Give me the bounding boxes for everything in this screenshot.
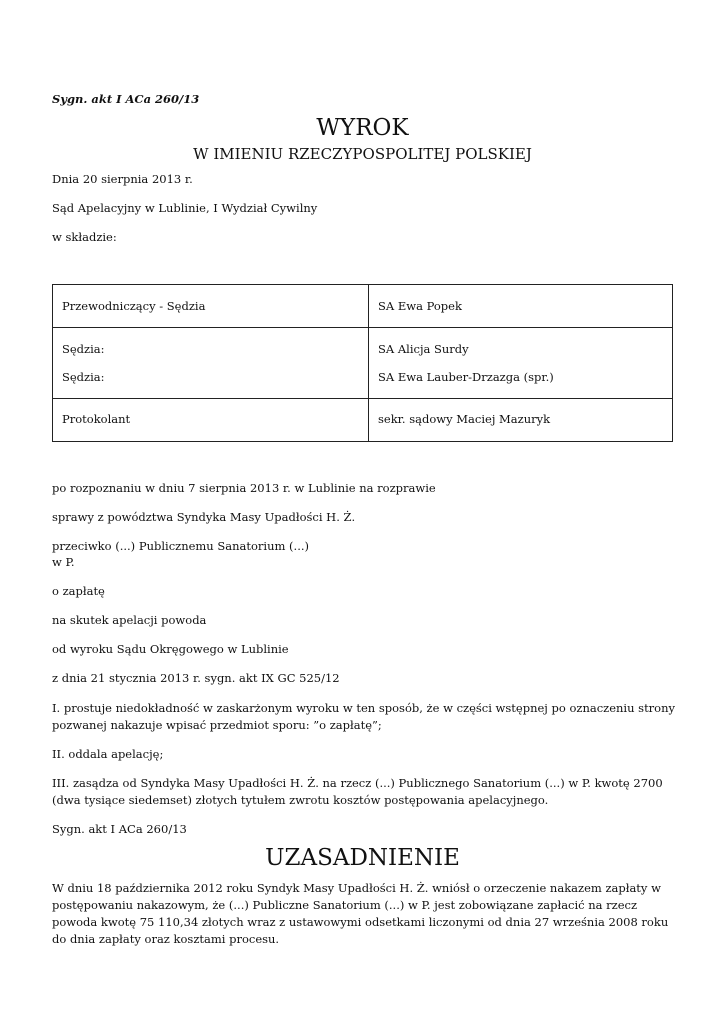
presiding-role-cell xyxy=(53,285,369,328)
table-row xyxy=(53,328,673,399)
clerk-role: Protokolant xyxy=(62,412,131,426)
justification-paragraph: W dniu 18 października 2012 roku Syndyk Masy Upadłości H. Ż. wniósł o orzeczenie nakazem zapłaty w postępowaniu nakazowym, że (...) Publiczne Sanatorium (...) w P. jest zobowiązane zapłacić na rzecz powoda kwotę 75 110,34 złotych wraz z ustawowymi odsetkami liczonymi od dnia 27 września 2008 roku do dnia zapłaty oraz kosztami procesu. xyxy=(52,881,669,946)
clerk-name-cell xyxy=(369,399,673,442)
clerk-role-cell xyxy=(53,399,369,442)
proceedings-line-4: o zapłatę xyxy=(52,584,105,598)
proceedings-line-1: po rozpoznaniu w dniu 7 sierpnia 2013 r. w Lublinie na rozprawie xyxy=(52,481,436,495)
judge1-name: SA Alicja Surdy xyxy=(378,342,469,356)
ruling-point-1: I. prostuje niedokładność w zaskarżonym wyroku w ten sposób, że w części wstępnej po oznaczeniu strony pozwanej nakazuje wpisać przedmiot sporu: ”o zapłatę”; xyxy=(52,701,676,732)
table-row xyxy=(53,399,673,442)
ruling-point-3: III. zasądza od Syndyka Masy Upadłości H. Ż. na rzecz (...) Publicznego Sanatorium (...) w P. kwotę 2700 (dwa tysiące siedemset) złotych tytułem zwrotu kosztów postępowania apelacyjnego. xyxy=(52,776,663,807)
clerk-name: sekr. sądowy Maciej Mazuryk xyxy=(378,412,551,426)
judgment-date: Dnia 20 sierpnia 2013 r. xyxy=(52,172,193,186)
case-number-header: Sygn. akt I ACa 260/13 xyxy=(52,92,200,106)
bench-table xyxy=(52,284,673,442)
judgment-title: WYROK xyxy=(316,115,409,141)
justification-case-number: Sygn. akt I ACa 260/13 xyxy=(52,822,187,836)
proceedings-line-3b: w P. xyxy=(52,555,75,569)
judges-role-cell xyxy=(53,328,369,399)
presiding-name: SA Ewa Popek xyxy=(378,299,462,313)
proceedings-line-6: od wyroku Sądu Okręgowego w Lublinie xyxy=(52,642,289,656)
proceedings-line-3a: przeciwko (...) Publicznemu Sanatorium (...) xyxy=(52,539,309,553)
judge2-role: Sędzia: xyxy=(62,370,105,384)
judge2-name: SA Ewa Lauber-Drzazga (spr.) xyxy=(378,370,554,384)
proceedings-line-5: na skutek apelacji powoda xyxy=(52,613,207,627)
court-name: Sąd Apelacyjny w Lublinie, I Wydział Cywilny xyxy=(52,201,318,215)
presiding-name-cell xyxy=(369,285,673,328)
judge1-role: Sędzia: xyxy=(62,342,105,356)
table-row xyxy=(53,285,673,328)
ruling-point-2: II. oddala apelację; xyxy=(52,747,164,761)
judges-name-cell xyxy=(369,328,673,399)
proceedings-line-7: z dnia 21 stycznia 2013 r. sygn. akt IX GC 525/12 xyxy=(52,671,340,685)
justification-title: UZASADNIENIE xyxy=(265,845,460,871)
composition-label: w składzie: xyxy=(52,230,117,244)
proceedings-line-2: sprawy z powództwa Syndyka Masy Upadłości H. Ż. xyxy=(52,510,356,524)
judgment-subtitle: W IMIENIU RZECZYPOSPOLITEJ POLSKIEJ xyxy=(193,145,532,163)
presiding-role: Przewodniczący - Sędzia xyxy=(62,299,206,313)
